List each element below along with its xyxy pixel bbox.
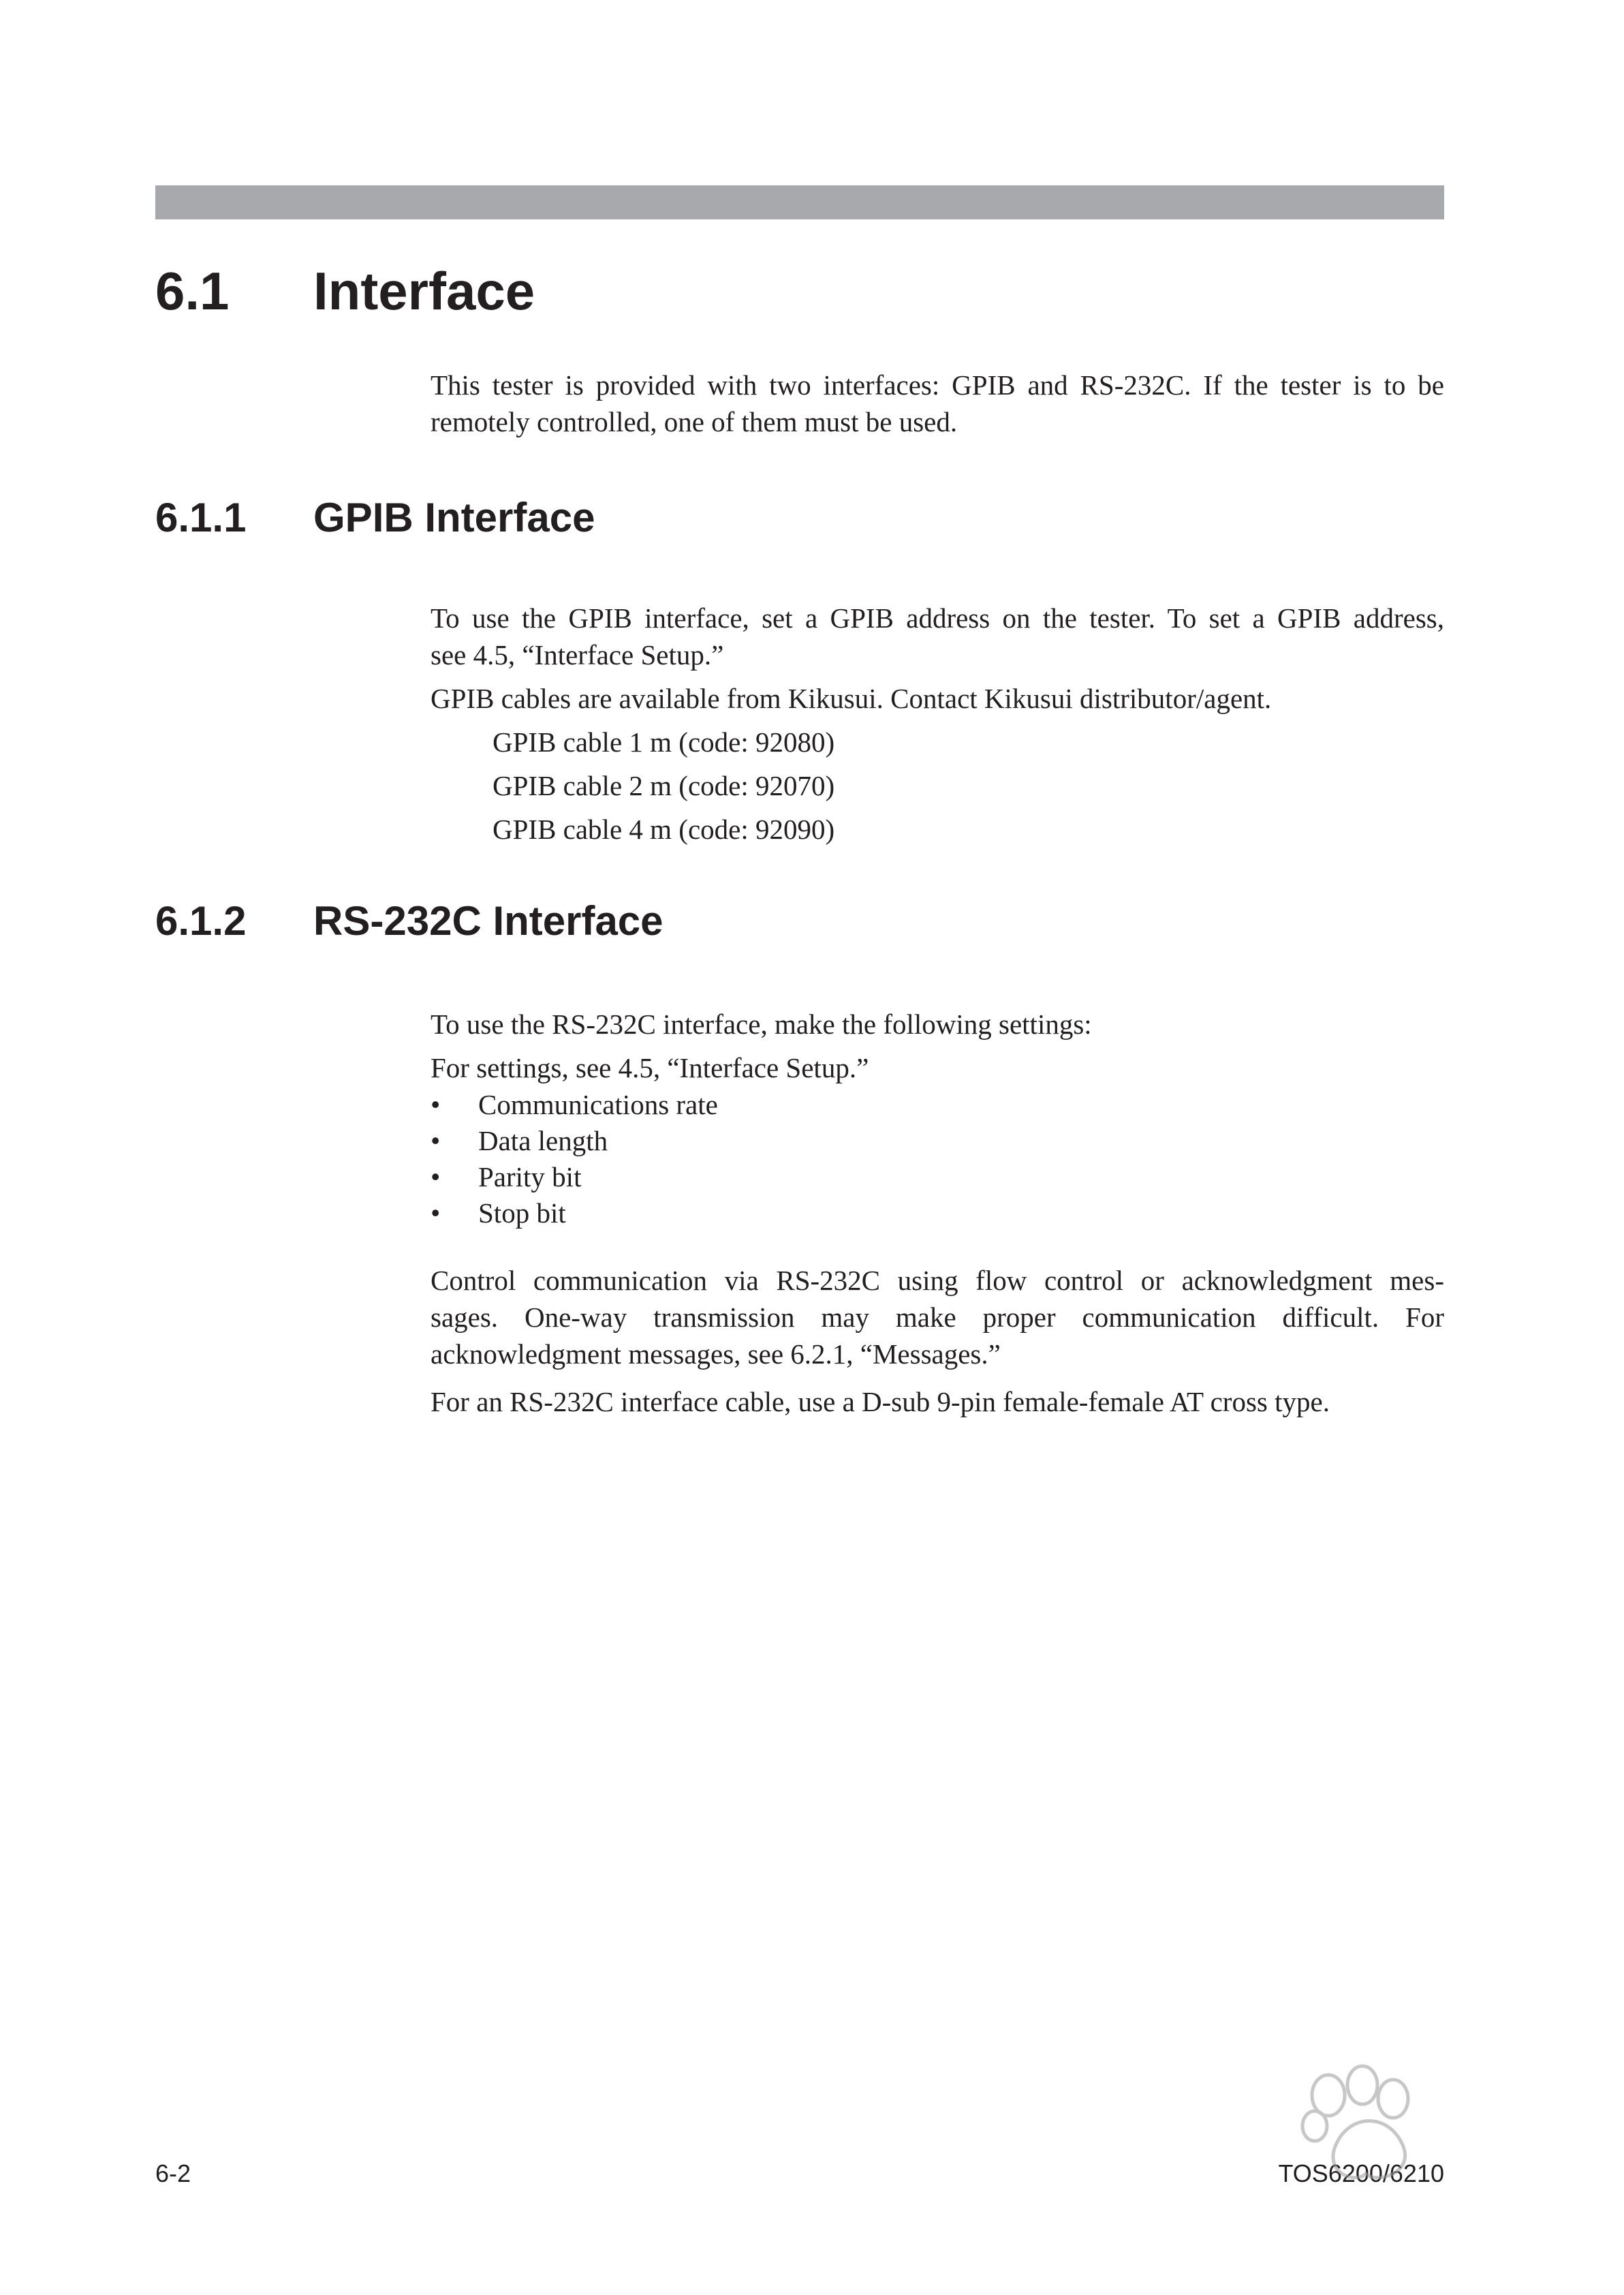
- rs232c-paragraph-2: For settings, see 4.5, “Interface Setup.”: [431, 1052, 869, 1083]
- section-title: Interface: [313, 261, 535, 321]
- list-item-text: Parity bit: [478, 1161, 582, 1192]
- list-item-text: Stop bit: [478, 1197, 566, 1229]
- gpib-cable-item: GPIB cable 4 m (code: 92090): [493, 814, 835, 845]
- list-item: [431, 1087, 718, 1123]
- subsection-number: 6.1.1: [155, 495, 247, 540]
- subsection-heading-rs232c: [155, 894, 663, 949]
- bullet-icon: •: [431, 1197, 441, 1229]
- list-item: [431, 1159, 718, 1195]
- list-item: [431, 1123, 718, 1159]
- document-model: TOS6200/6210: [1278, 2159, 1444, 2187]
- rs232c-para3-line-2: sages. One-way transmission may make proper communication difficult. For: [431, 1301, 1444, 1333]
- subsection-title: RS-232C Interface: [313, 898, 663, 944]
- bullet-icon: •: [431, 1089, 441, 1120]
- list-item: [431, 1195, 718, 1231]
- gpib-paragraph-2: GPIB cables are available from Kikusui. Contact Kikusui distributor/agent.: [431, 683, 1272, 714]
- paw-icon: [1158, 2058, 1540, 2262]
- rs232c-paragraph-4: For an RS-232C interface cable, use a D-sub 9-pin female-female AT cross type.: [431, 1386, 1330, 1417]
- gpib-paragraph-1: [431, 600, 1444, 673]
- baidu-watermark: [1158, 2058, 1540, 2262]
- rs232c-para3-line-1: Control communication via RS-232C using flow control or acknowledgment mes-: [431, 1265, 1444, 1296]
- rs232c-paragraph-3: [431, 1262, 1444, 1372]
- gpib-cable-item: GPIB cable 1 m (code: 92080): [493, 726, 835, 758]
- subsection-number: 6.1.2: [155, 898, 247, 944]
- intro-line-1: This tester is provided with two interfaces: GPIB and RS-232C. If the tester is to be: [431, 369, 1444, 401]
- gpib-para1-line-1: To use the GPIB interface, set a GPIB address on the tester. To set a GPIB address,: [431, 602, 1444, 634]
- list-item-text: Communications rate: [478, 1089, 718, 1120]
- bullet-icon: •: [431, 1125, 441, 1156]
- gpib-para1-line-2: see 4.5, “Interface Setup.”: [431, 639, 724, 671]
- list-item-text: Data length: [478, 1125, 608, 1156]
- page-number: 6-2: [155, 2159, 191, 2187]
- intro-line-2: remotely controlled, one of them must be used.: [431, 406, 958, 437]
- bullet-icon: •: [431, 1161, 441, 1192]
- section-heading: [155, 253, 535, 328]
- section-header-bar: [155, 185, 1444, 219]
- section-number: 6.1: [155, 261, 230, 321]
- subsection-title: GPIB Interface: [313, 495, 595, 540]
- subsection-heading-gpib: [155, 491, 595, 545]
- gpib-cable-item: GPIB cable 2 m (code: 92070): [493, 770, 835, 801]
- settings-list: [431, 1087, 718, 1231]
- rs232c-paragraph-1: To use the RS-232C interface, make the following settings:: [431, 1008, 1092, 1040]
- intro-paragraph: [431, 367, 1444, 440]
- rs232c-para3-line-3: acknowledgment messages, see 6.2.1, “Messages.”: [431, 1338, 1001, 1370]
